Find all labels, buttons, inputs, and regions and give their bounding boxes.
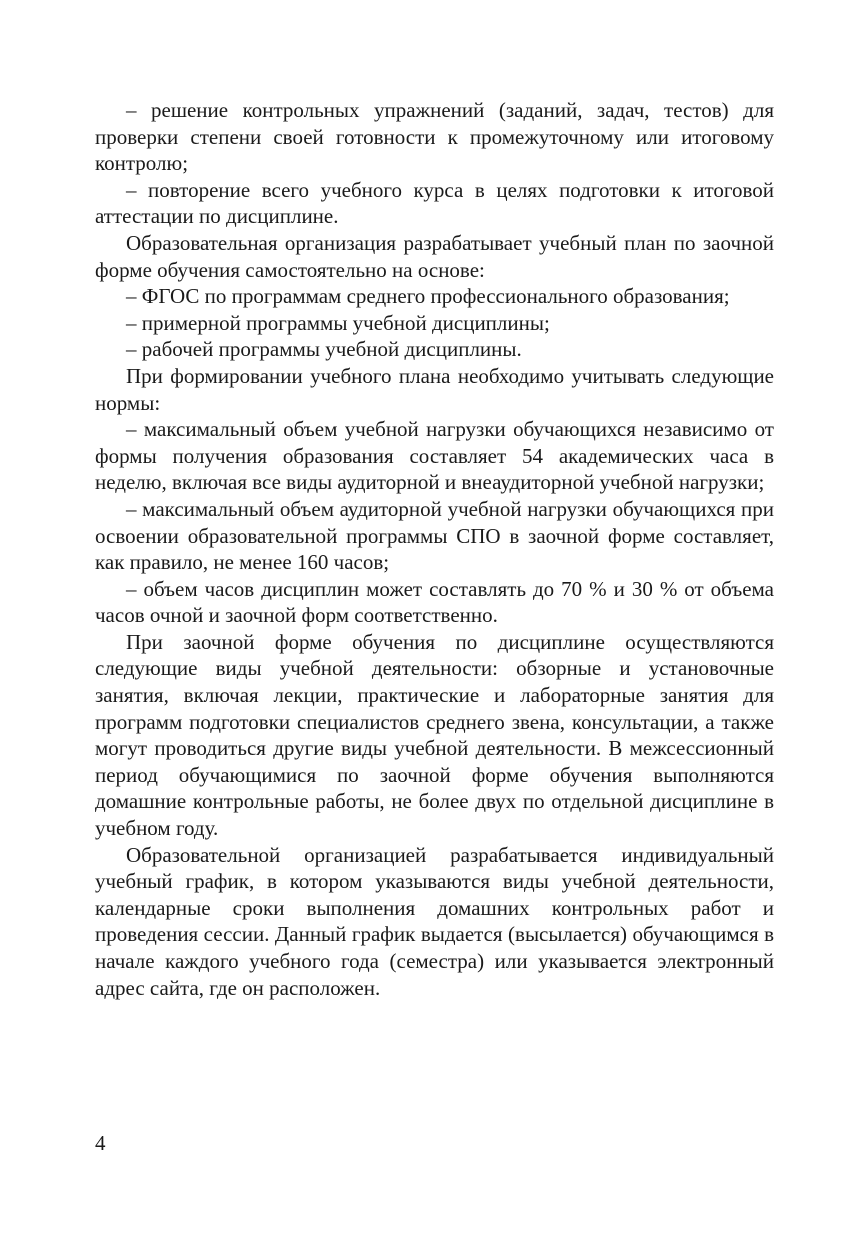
document-body — [95, 97, 774, 1001]
paragraph: Образовательная организация разрабатывает учебный план по заочной форме обучения самостоятельно на основе: — [95, 230, 774, 282]
page-number: 4 — [95, 1131, 106, 1155]
paragraph: – повторение всего учебного курса в целях подготовки к итоговой аттестации по дисциплине. — [95, 177, 774, 229]
paragraph: – решение контрольных упражнений (заданий, задач, тестов) для проверки степени своей готовности к промежуточному или итоговому контролю; — [95, 98, 774, 176]
paragraph: – ФГОС по программам среднего профессионального образования; — [126, 284, 730, 309]
paragraph: При формировании учебного плана необходимо учитывать следующие нормы: — [95, 363, 774, 415]
paragraph: Образовательной организацией разрабатывается индивидуальный учебный график, в котором указываются виды учебной деятельности, календарные сроки выполнения домашних контрольных работ и проведения сессии. Данный график выдается (высылается) обучающимся в начале каждого учебного года (семестра) или указывается электронный адрес сайта, где он расположен. — [95, 842, 774, 1000]
paragraph: При заочной форме обучения по дисциплине осуществляются следующие виды учебной деятельности: обзорные и установочные занятия, включая лекции, практические и лабораторные занятия для программ подготовки специалистов среднего звена, консультации, а также могут проводиться другие виды учебной деятельности. В межсессионный период обучающимися по заочной форме обучения выполняются домашние контрольные работы, не более двух по отдельной дисциплине в учебном году. — [95, 629, 774, 841]
paragraph: – рабочей программы учебной дисциплины. — [126, 337, 522, 362]
paragraph: – примерной программы учебной дисциплины; — [126, 310, 550, 335]
paragraph: – объем часов дисциплин может составлять до 70 % и 30 % от объема часов очной и заочной форм соответственно. — [95, 576, 774, 628]
paragraph: – максимальный объем учебной нагрузки обучающихся независимо от формы получения образования составляет 54 академических часа в неделю, включая все виды аудиторной и внеаудиторной учебной нагрузки; — [95, 417, 774, 495]
paragraph: – максимальный объем аудиторной учебной нагрузки обучающихся при освоении образовательной программы СПО в заочной форме составляет, как правило, не менее 160 часов; — [95, 496, 774, 575]
